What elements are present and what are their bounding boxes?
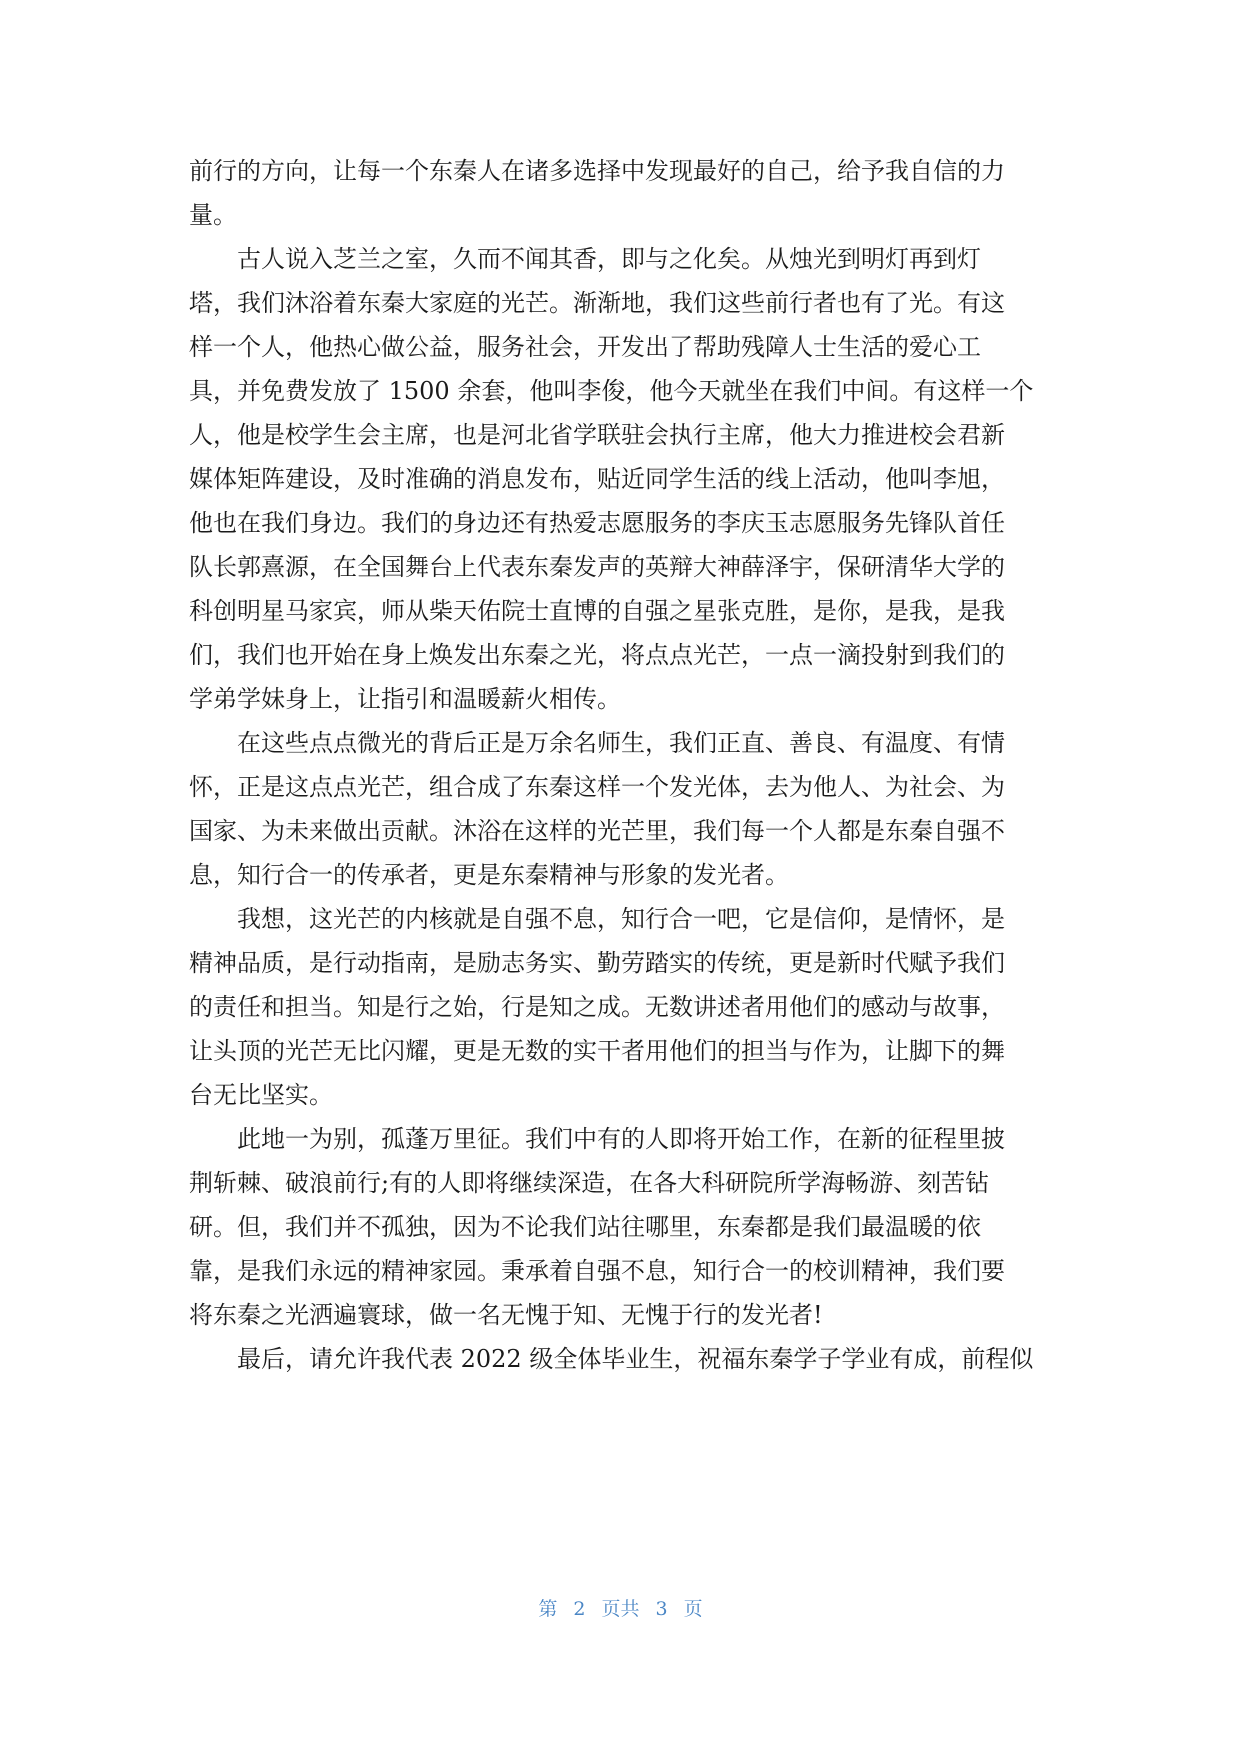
text-line: 科创明星马家宾，师从柴天佑院士直博的自强之星张克胜，是你，是我，是我 [189,597,1005,625]
text-line: 在这些点点微光的背后正是万余名师生，我们正直、善良、有温度、有情 [237,729,1005,757]
text-line: 人，他是校学生会主席，也是河北省学联驻会执行主席，他大力推进校会君新 [189,421,1005,449]
text-line: 研。但，我们并不孤独，因为不论我们站往哪里，东秦都是我们最温暖的依 [189,1213,981,1241]
text-line: 最后，请允许我代表 2022 级全体毕业生，祝福东秦学子学业有成，前程似 [237,1345,1034,1373]
text-line: 怀，正是这点点光芒，组合成了东秦这样一个发光体，去为他人、为社会、为 [189,773,1005,801]
footer-prefix: 第 [538,1598,558,1620]
text-line: 荆斩棘、破浪前行;有的人即将继续深造，在各大科研院所学海畅游、刻苦钻 [189,1169,990,1197]
footer-page-number: 2 [573,1598,586,1620]
text-line: 靠，是我们永远的精神家园。秉承着自强不息，知行合一的校训精神，我们要 [189,1257,1005,1285]
text-line: 他也在我们身边。我们的身边还有热爱志愿服务的李庆玉志愿服务先锋队首任 [189,509,1005,537]
text-line: 队长郭熹源，在全国舞台上代表东秦发声的英辩大神薛泽宇，保研清华大学的 [189,553,1005,581]
text-line: 古人说入芝兰之室，久而不闻其香，即与之化矣。从烛光到明灯再到灯 [237,245,981,273]
text-line: 学弟学妹身上，让指引和温暖薪火相传。 [189,685,621,713]
text-line: 台无比坚实。 [189,1081,333,1109]
text-line: 我想，这光芒的内核就是自强不息，知行合一吧，它是信仰，是情怀，是 [237,905,1005,933]
text-line: 息，知行合一的传承者，更是东秦精神与形象的发光者。 [189,861,789,889]
footer-total-pages: 3 [655,1598,668,1620]
text-line: 将东秦之光洒遍寰球，做一名无愧于知、无愧于行的发光者! [189,1301,823,1329]
text-line: 国家、为未来做出贡献。沐浴在这样的光芒里，我们每一个人都是东秦自强不 [189,817,1005,845]
footer-suffix: 页 [683,1598,703,1620]
text-line: 量。 [189,201,237,229]
text-line: 让头顶的光芒无比闪耀，更是无数的实干者用他们的担当与作为，让脚下的舞 [189,1037,1005,1065]
text-line: 此地一为别，孤蓬万里征。我们中有的人即将开始工作，在新的征程里披 [237,1125,1005,1153]
text-line: 精神品质，是行动指南，是励志务实、勤劳踏实的传统，更是新时代赋予我们 [189,949,1005,977]
text-line: 塔，我们沐浴着东秦大家庭的光芒。渐渐地，我们这些前行者也有了光。有这 [189,289,1005,317]
text-line: 具，并免费发放了 1500 余套，他叫李俊，他今天就坐在我们中间。有这样一个 [189,377,1034,405]
text-line: 媒体矩阵建设，及时准确的消息发布，贴近同学生活的线上活动，他叫李旭， [189,465,1005,493]
text-line: 前行的方向，让每一个东秦人在诸多选择中发现最好的自己，给予我自信的力 [189,157,1005,185]
text-line: 样一个人，他热心做公益，服务社会，开发出了帮助残障人士生活的爱心工 [189,333,981,361]
text-line: 们，我们也开始在身上焕发出东秦之光，将点点光芒，一点一滴投射到我们的 [189,641,1005,669]
footer-middle: 页共 [601,1598,640,1620]
page-footer [0,1596,1241,1622]
text-line: 的责任和担当。知是行之始，行是知之成。无数讲述者用他们的感动与故事， [189,993,1005,1021]
